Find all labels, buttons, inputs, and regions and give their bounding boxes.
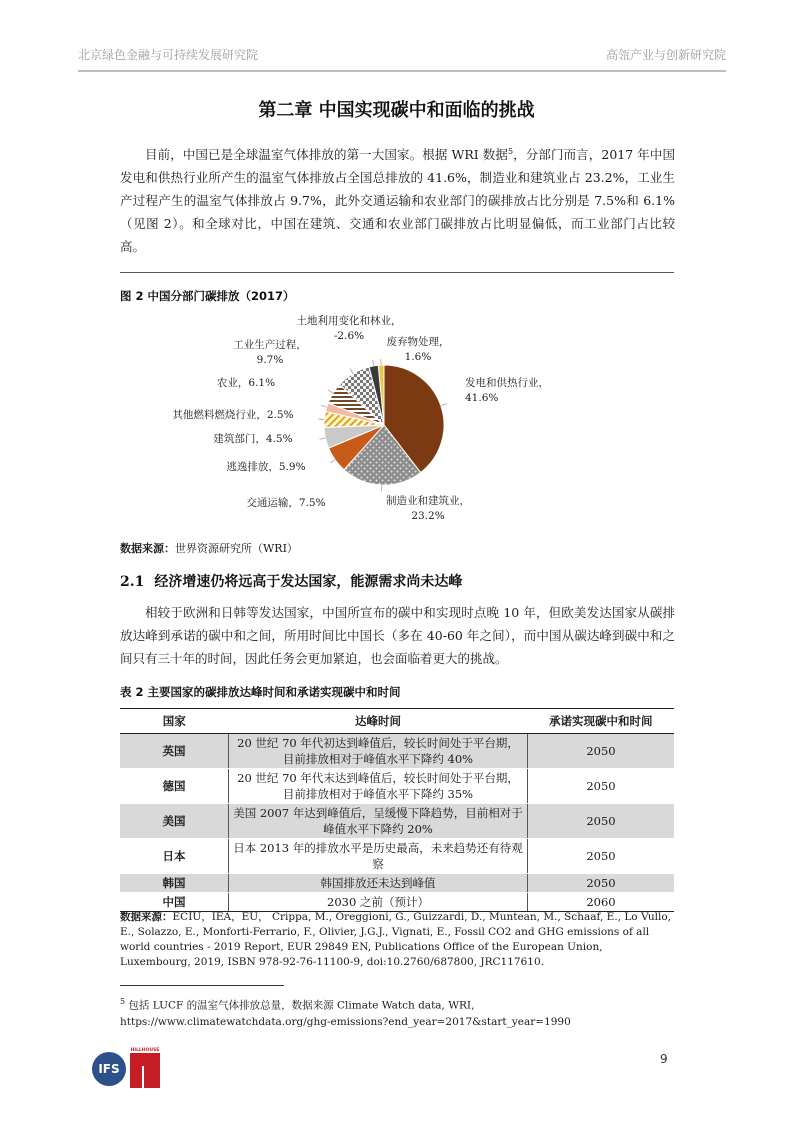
peak-cell: 美国 2007 年达到峰值后，呈缓慢下降趋势，目前相对于峰值水平下降约 20%	[229, 804, 528, 839]
pie-label-2: 制造业和建筑业， 23.2%	[386, 495, 470, 522]
country-cell: 德国	[120, 769, 229, 804]
neutral-cell: 2060	[528, 893, 675, 912]
figure-caption: 图 2 中国分部门碳排放（2017）	[120, 289, 295, 303]
pie-label-10: 废弃物处理， 1.6%	[386, 336, 450, 363]
pie-label-5: 建筑部门，4.5%	[213, 433, 293, 445]
table-header: 承诺实现碳中和时间	[528, 709, 675, 734]
neutral-cell: 2050	[528, 874, 675, 893]
chapter-title: 第二章 中国实现碳中和面临的挑战	[258, 100, 535, 121]
pie-leader-4	[320, 438, 326, 439]
header-divider	[78, 70, 726, 72]
peak-neutral-table	[120, 708, 674, 912]
page-number: 9	[660, 1052, 668, 1066]
intro-paragraph: 目前，中国已是全球温室气体排放的第一大国家。根据 WRI 数据$^5$，分部门而言，2017 年中国发电和供热行业所产生的温室气体排放占全国总排放的 41.6%，制造业和建筑业占 23.2%，工业生产过程产生的温室气体排放占 9.7%，此外交通运输和农业部门的碳排放占比分别是 7.5%和 6.1%（见图 2）。和全球对比，中国在建筑、交通和农业部门碳排放占比明显偏低，而工业部门占比较高。	[120, 147, 675, 255]
pie-leader-6	[321, 405, 327, 407]
pie-leader-1	[441, 404, 447, 406]
peak-cell: 日本 2013 年的排放水平是历史最高，未来趋势还有待观察	[229, 839, 528, 874]
country-cell: 日本	[120, 839, 229, 874]
table-row	[120, 893, 674, 912]
table-row	[120, 874, 674, 893]
pie-leader-7	[328, 390, 333, 393]
country-cell: 英国	[120, 734, 229, 769]
figure-top-rule	[120, 272, 674, 273]
pie-label-6: 其他燃料燃烧行业，2.5%	[172, 409, 294, 421]
header-left: 北京绿色金融与可持续发展研究院	[78, 48, 259, 62]
neutral-cell: 2050	[528, 839, 675, 874]
table-header: 达峰时间	[229, 709, 528, 734]
section-paragraph: 相较于欧洲和日韩等发达国家，中国所宣布的碳中和实现时点晚 10 年，但欧美发达国家从碳排放达峰到承诺的碳中和之间，所用时间比中国长（多在 40-60 年之间），而中国从碳达峰到碳中和之间只有三十年的时间，因此任务会更加紧迫，也会面临着更大的挑战。	[120, 605, 675, 666]
country-cell: 美国	[120, 804, 229, 839]
section-heading: 2.1 经济增速仍将远高于发达国家，能源需求尚未达峰	[120, 574, 463, 590]
footnote-divider	[120, 985, 284, 986]
pie-label-9: 土地利用变化和林业，-2.6%	[296, 315, 402, 342]
neutral-cell: 2050	[528, 769, 675, 804]
pie-chart	[120, 308, 674, 536]
country-cell: 韩国	[120, 874, 229, 893]
pie-label-3: 交通运输，7.5%	[246, 497, 326, 509]
peak-cell: 20 世纪 70 年代初达到峰值后，较长时间处于平台期，目前排放相对于峰值水平下降约 40%	[229, 734, 528, 769]
pie-leader-8	[350, 368, 353, 373]
pie-leader-5	[318, 419, 324, 420]
table-row	[120, 769, 674, 804]
pie-leader-9	[373, 360, 374, 366]
peak-cell: 韩国排放还未达到峰值	[229, 874, 528, 893]
figure-source: 数据来源：世界资源研究所（WRI）	[120, 542, 298, 555]
pie-label-8: 工业生产过程， 9.7%	[233, 339, 307, 366]
table-header: 国家	[120, 709, 229, 734]
pie-label-7: 农业，6.1%	[216, 377, 276, 389]
header-right: 高瓴产业与创新研究院	[605, 48, 726, 62]
neutral-cell: 2050	[528, 804, 675, 839]
peak-cell: 2030 之前（预计）	[229, 893, 528, 912]
pie-leader-3	[330, 460, 335, 463]
peak-cell: 20 世纪 70 年代末达到峰值后，较长时间处于平台期，目前排放相对于峰值水平下降约 35%	[229, 769, 528, 804]
country-cell: 中国	[120, 893, 229, 912]
table-source: 数据来源：ECIU，IEA，EU， Crippa, M., Oreggioni, G., Guizzardi, D., Muntean, M., Schaaf, E., Lo Vullo, E., Solazzo, E., Monforti-Ferrario, F., Olivier, J.G.J., Vignati, E., Fossil CO2 and GHG emissions of all world countries - 2019 Report, EUR 29849 EN, Publications Office of the European Union, Luxembourg, 2019, ISBN 978-92-76-11100-9, doi:10.2760/687800, JRC117610.	[120, 911, 672, 968]
neutral-cell: 2050	[528, 734, 675, 769]
ifs-logo: IFS	[92, 1052, 126, 1086]
table-row	[120, 734, 674, 769]
hillhouse-logo: HILLHOUSE	[130, 1050, 160, 1088]
table-row	[120, 839, 674, 874]
footnote: $^5$ 包括 LUCF 的温室气体排放总量，数据来源 Climate Watch data, WRI, https://www.climatewatchdata.org/ghg-emissions?end_year=2017&start_year=1990	[120, 997, 571, 1028]
table-caption: 表 2 主要国家的碳排放达峰时间和承诺实现碳中和时间	[120, 685, 401, 699]
table-header-row	[120, 709, 674, 734]
pie-label-1: 发电和供热行业， 41.6%	[465, 377, 549, 404]
pie-label-4: 逃逸排放，5.9%	[226, 461, 306, 473]
footnote-ref[interactable]: 5	[507, 147, 514, 156]
table-row	[120, 804, 674, 839]
